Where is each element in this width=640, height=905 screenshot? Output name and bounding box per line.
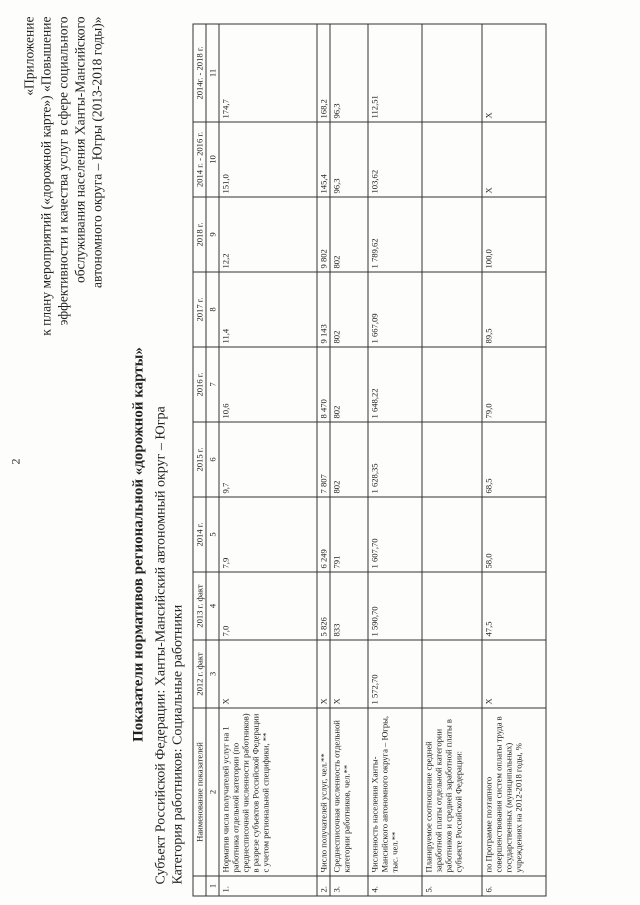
indicator-name: Планируемое соотношение средней заработной платы отдельной категории работников и средней заработной платы в субъекте Российской Федерации: [422, 708, 482, 876]
table-cell [422, 122, 482, 197]
row-number: 5. [422, 876, 482, 896]
column-number: 1 [206, 876, 219, 896]
table-cell [422, 422, 482, 497]
table-cell: 174,7 [219, 24, 317, 122]
column-number: 9 [206, 197, 219, 272]
table-cell: 10,6 [219, 347, 317, 422]
table-cell: 1 648,22 [368, 347, 422, 422]
row-number: 1. [219, 876, 317, 896]
annex-line: к плану мероприятий («дорожной карте») «Повышение [38, 16, 54, 336]
table-row [219, 24, 317, 896]
table-cell: 11,4 [219, 272, 317, 347]
table-cell: 1 628,35 [368, 422, 422, 497]
table-cell: 1 572,70 [368, 640, 422, 708]
table-cell: 1 667,09 [368, 272, 422, 347]
row-number: 2. [317, 876, 330, 896]
header-cell: 2017 г. [193, 272, 206, 347]
column-number: 3 [206, 640, 219, 708]
table-cell: 833 [330, 572, 368, 640]
table-cell: 9,7 [219, 422, 317, 497]
table-cell: Х [330, 640, 368, 708]
table-cell [422, 24, 482, 122]
indicators-table [193, 24, 547, 897]
header-cell [193, 876, 206, 896]
table-cell: Х [482, 640, 546, 708]
indicator-name: Норматив числа получателей услуг на 1 работника отдельной категории (по среднесписочной численности работников) в разрезе субъектов Российской Федерации с учетом региональной специфики, ** [219, 708, 317, 876]
table-cell: 47,5 [482, 572, 546, 640]
subject-block [153, 406, 187, 884]
table-cell: 12,2 [219, 197, 317, 272]
category-line: Категория работников: Социальные работники [170, 604, 186, 885]
table-cell [422, 572, 482, 640]
table-cell: 7,0 [219, 572, 317, 640]
header-cell: 2014г. - 2018 г. [193, 24, 206, 122]
table-row [330, 24, 368, 896]
table-cell [422, 347, 482, 422]
table-cell: 791 [330, 497, 368, 572]
header-cell: 2013 г. факт [193, 572, 206, 640]
table-cell: 802 [330, 197, 368, 272]
column-number: 11 [206, 24, 219, 122]
header-cell: 2014 г. [193, 497, 206, 572]
annex-line: обслуживания населения Ханты-Мансийского [72, 16, 88, 283]
column-number: 7 [206, 347, 219, 422]
annex-line: автономного округа – Югры (2013-2018 годы)» [89, 16, 105, 288]
table-cell: 112,51 [368, 24, 422, 122]
annex-line: «Приложение [21, 16, 37, 96]
table-cell: 6 249 [317, 497, 330, 572]
table-cell [422, 197, 482, 272]
table-cell: 58,0 [482, 497, 546, 572]
row-number: 3. [330, 876, 368, 896]
table-row [422, 24, 482, 896]
table-cell [422, 497, 482, 572]
table-cell: 7,9 [219, 497, 317, 572]
table-row [368, 24, 422, 896]
table-cell: 5 826 [317, 572, 330, 640]
table-cell: 9 802 [317, 197, 330, 272]
table-cell: 151,0 [219, 122, 317, 197]
column-number: 10 [206, 122, 219, 197]
table-cell [422, 272, 482, 347]
table-cell: 96,3 [330, 122, 368, 197]
table-cell: 8 470 [317, 347, 330, 422]
document-title: Показатели нормативов региональной «дорожной карты» [130, 347, 147, 742]
header-cell: 2018 г. [193, 197, 206, 272]
column-number: 4 [206, 572, 219, 640]
header-cell: 2014 г. - 2016 г. [193, 122, 206, 197]
table-cell: 96,3 [330, 24, 368, 122]
header-cell: 2012 г. факт [193, 640, 206, 708]
rotated-content [1, 0, 640, 905]
table-cell: 68,5 [482, 422, 546, 497]
table-cell [422, 640, 482, 708]
table-cell: 89,5 [482, 272, 546, 347]
table-cell: 9 143 [317, 272, 330, 347]
table-cell: 103,62 [368, 122, 422, 197]
table-header-row [193, 24, 206, 896]
column-number: 6 [206, 422, 219, 497]
table-cell: 79,0 [482, 347, 546, 422]
table-cell: Х [317, 640, 330, 708]
table-cell: 1 590,70 [368, 572, 422, 640]
table-cell: 168,2 [317, 24, 330, 122]
row-number: 4. [368, 876, 422, 896]
indicator-name: по Программе поэтапного совершенствования систем оплаты труда в государственных (муниципальных) учреждениях на 2012-2018 годы, % [482, 708, 546, 876]
table-cell: 1 789,62 [368, 197, 422, 272]
table-cell: 802 [330, 347, 368, 422]
row-number: 6. [482, 876, 546, 896]
annex-line: эффективности и качества услуг в сфере социального [55, 16, 71, 326]
table-number-row [206, 24, 219, 896]
table-cell: 802 [330, 272, 368, 347]
header-cell: 2015 г. [193, 422, 206, 497]
table-row [482, 24, 546, 896]
column-number: 2 [206, 708, 219, 876]
column-number: 5 [206, 497, 219, 572]
annex-caption [21, 17, 106, 417]
table-cell: 802 [330, 422, 368, 497]
subject-line: Субъект Российской Федерации: Ханты-Мансийский автономный округ – Югра [153, 406, 169, 885]
table-cell: Х [219, 640, 317, 708]
table-row [317, 24, 330, 896]
table-cell: 145,4 [317, 122, 330, 197]
header-cell: Наименование показателей [193, 708, 206, 876]
table-cell: Х [482, 24, 546, 122]
page-number: 2 [8, 458, 23, 465]
table-cell: 1 607,70 [368, 497, 422, 572]
indicator-name: Среднесписочная численность отдельной категории работников, чел.** [330, 708, 368, 876]
indicator-name: Численность населения Ханты-Мансийского автономного округа – Югры, тыс. чел.** [368, 708, 422, 876]
column-number: 8 [206, 272, 219, 347]
table-cell: 100,0 [482, 197, 546, 272]
table-cell: Х [482, 122, 546, 197]
header-cell: 2016 г. [193, 347, 206, 422]
indicator-name: Число получателей услуг, чел.** [317, 708, 330, 876]
table-cell: 7 807 [317, 422, 330, 497]
